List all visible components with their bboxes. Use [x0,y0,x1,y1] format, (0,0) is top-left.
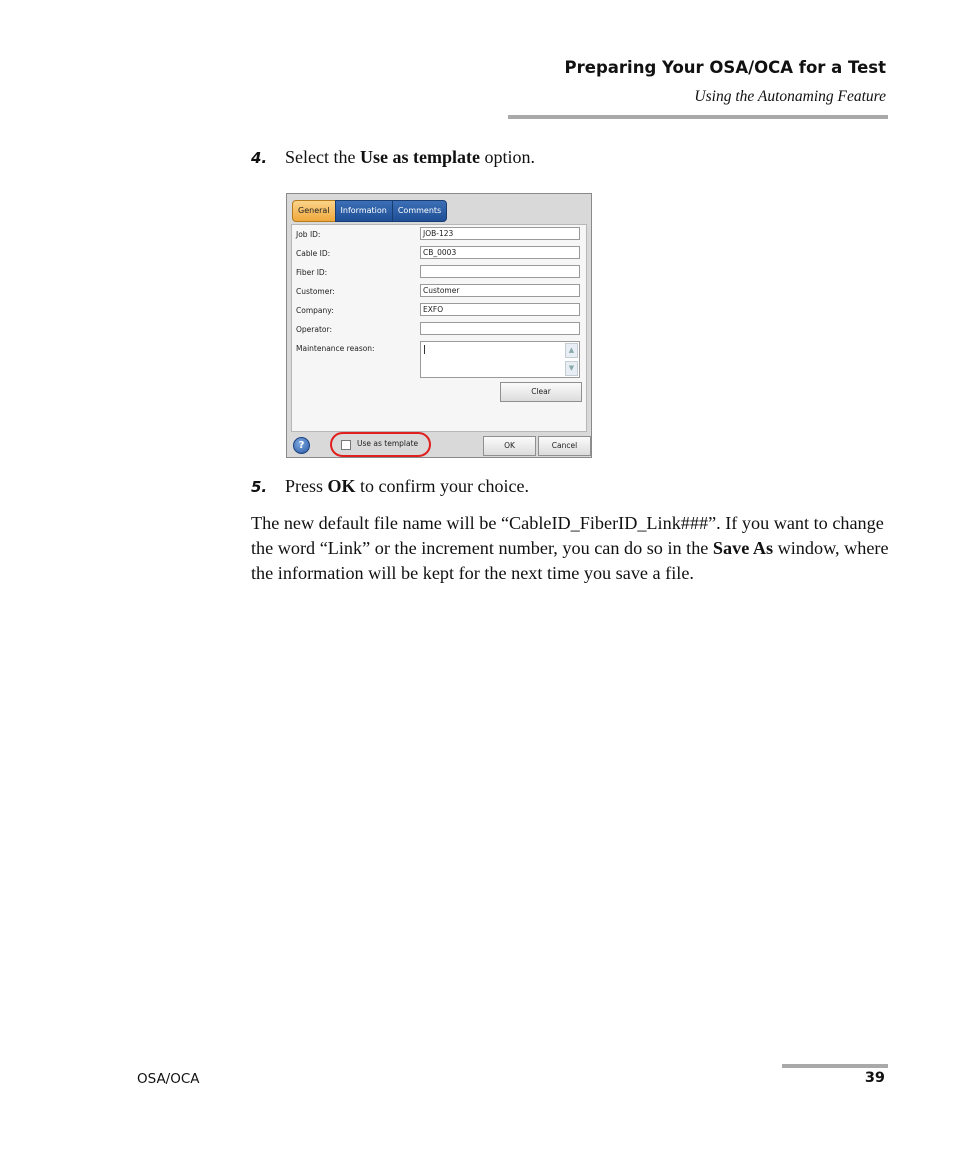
footer-product: OSA/OCA [137,1071,200,1087]
operator-label: Operator: [296,325,332,334]
header-rule [508,115,888,119]
operator-field[interactable] [420,322,580,335]
body-paragraph [251,511,891,586]
page-number: 39 [864,1070,885,1086]
step-4-text-before: Select the [285,147,360,167]
tab-information[interactable]: Information [335,200,393,222]
general-panel [291,224,587,432]
use-as-template-highlight [330,432,431,457]
job-id-field[interactable]: JOB-123 [420,227,580,240]
use-as-template-checkbox[interactable] [341,440,351,450]
company-label: Company: [296,306,334,315]
scroll-down-icon[interactable]: ▼ [565,361,578,376]
paragraph-part-1: The new default file name will be “CableID_FiberID_Link###”. If you want to change the word “Link” or the increment number, you can do so in the [251,513,884,558]
tab-bar [292,200,446,222]
help-icon[interactable]: ? [293,437,310,454]
step-5-number: 5. [251,478,268,496]
step-5 [251,476,529,497]
step-4-text-after: option. [479,147,535,167]
tab-general[interactable]: General [292,200,336,222]
paragraph-bold: Save As [712,538,774,558]
ok-button[interactable]: OK [483,436,536,456]
dialog-screenshot [286,193,592,458]
step-4-number: 4. [251,149,268,167]
paragraph-part-2: window, where the information will be kept for the next time you save a file. [251,538,889,583]
step-5-text-before: Press [285,476,328,496]
step-5-bold: OK [327,476,356,496]
clear-button[interactable]: Clear [500,382,582,402]
tab-comments[interactable]: Comments [392,200,447,222]
step-4 [251,147,535,168]
scroll-up-icon[interactable]: ▲ [565,343,578,358]
step-4-bold: Use as template [359,147,480,167]
cable-id-field[interactable]: CB_0003 [420,246,580,259]
job-id-label: Job ID: [296,230,321,239]
customer-label: Customer: [296,287,335,296]
company-field[interactable]: EXFO [420,303,580,316]
running-header-title: Preparing Your OSA/OCA for a Test [564,58,886,77]
text-caret [424,345,425,354]
running-header-subtitle: Using the Autonaming Feature [694,88,886,105]
fiber-id-field[interactable] [420,265,580,278]
customer-field[interactable]: Customer [420,284,580,297]
fiber-id-label: Fiber ID: [296,268,328,277]
cancel-button[interactable]: Cancel [538,436,591,456]
step-5-text-after: to confirm your choice. [355,476,529,496]
maintenance-reason-field[interactable] [420,341,580,378]
footer-rule [782,1064,888,1068]
use-as-template-label: Use as template [357,439,419,448]
cable-id-label: Cable ID: [296,249,331,258]
maintenance-reason-label: Maintenance reason: [296,344,375,353]
